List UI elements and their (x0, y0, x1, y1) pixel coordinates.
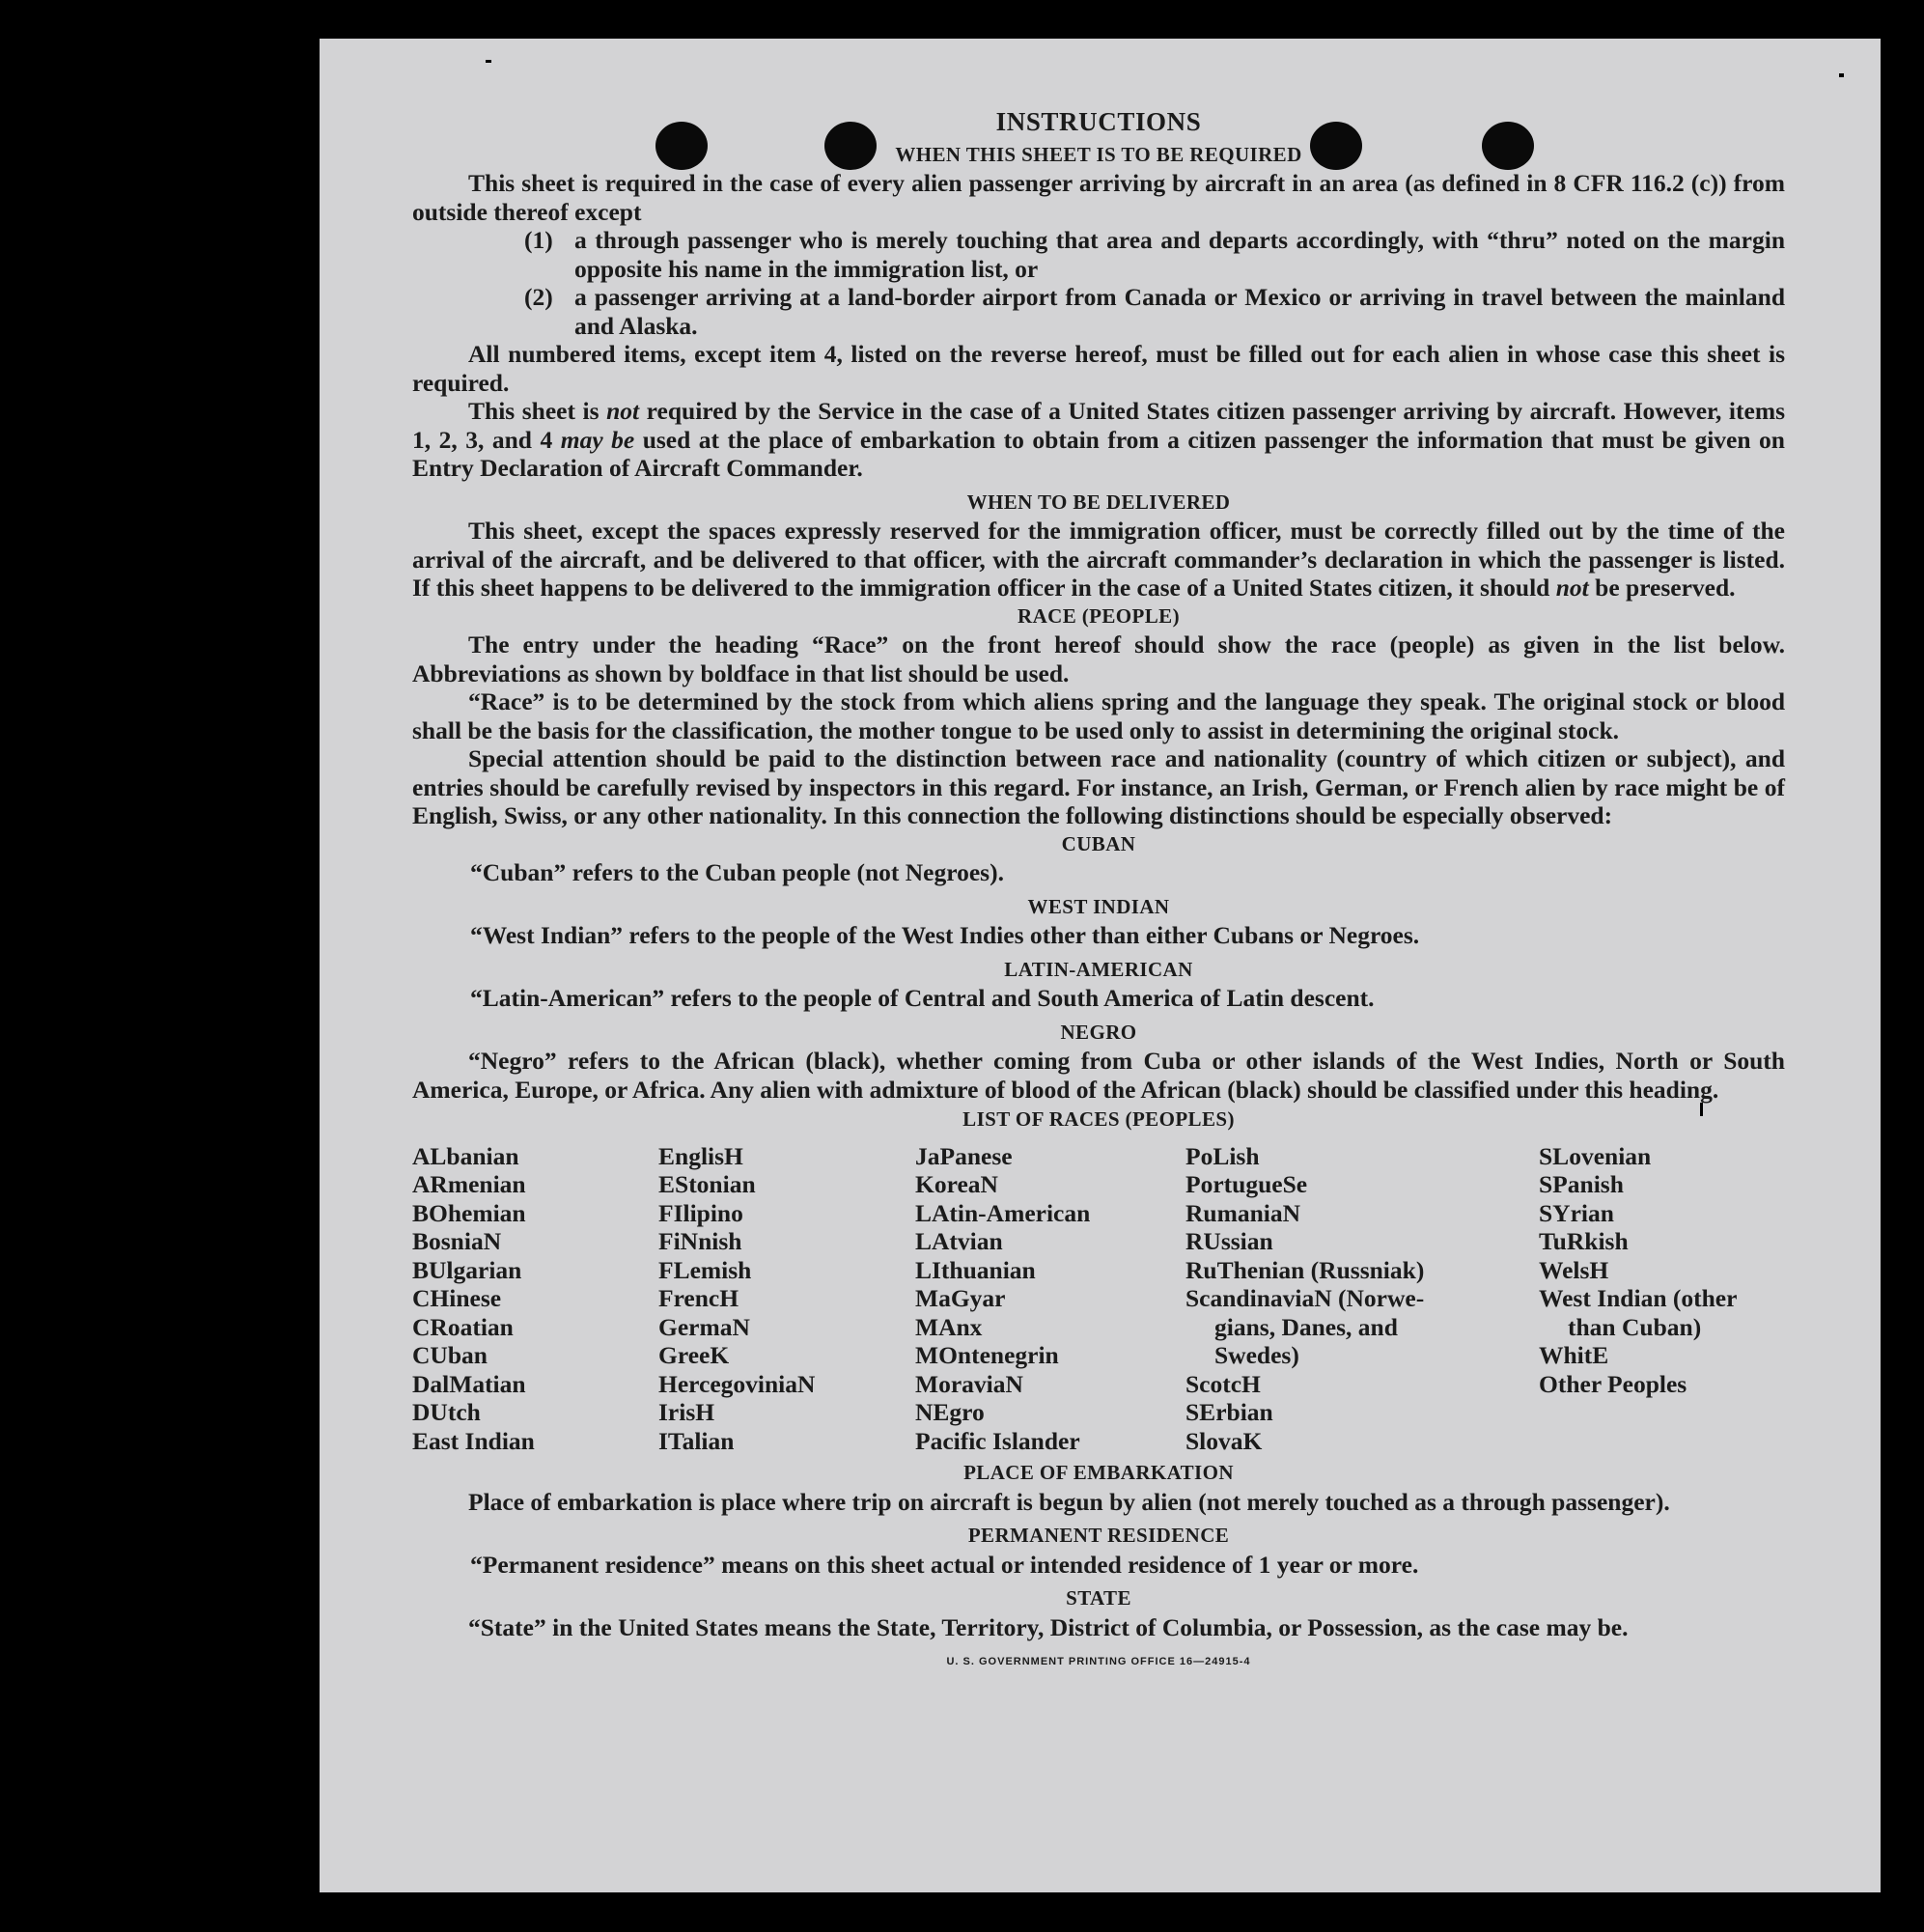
race-column (1539, 1142, 1785, 1456)
race-item: KoreaN (915, 1170, 998, 1198)
paragraph: “State” in the United States means the State, Territory, District of Columbia, or Possession, as the case may be. (468, 1612, 1629, 1641)
race-item: FIlipino (658, 1198, 743, 1227)
item-text: a passenger arriving at a land-border airport from Canada or Mexico or arriving in travel between the mainland and Alaska. (574, 283, 1785, 340)
list-item (412, 226, 1785, 283)
text-run: This sheet, except the spaces expressly reserved for the immigration officer, must be correctly filled out by the time of the arrival of the aircraft, and be delivered to that officer, with the aircraft commander’s declaration in which the passenger is listed. If this sheet happens to be delivered to the immigration officer in the case of a United States citizen, it should (412, 517, 1785, 602)
race-item: ITalian (658, 1426, 735, 1455)
race-item: HercegoviniaN (658, 1369, 816, 1398)
race-item: LAtin-American (915, 1198, 1091, 1227)
list-item (412, 283, 1785, 340)
paragraph: All numbered items, except item 4, listed on the reverse hereof, must be filled out for each alien in whose case this sheet is required. (412, 340, 1785, 397)
race-item: CRoatian (412, 1312, 514, 1341)
race-item: PortugueSe (1185, 1170, 1308, 1198)
race-item: BOhemian (412, 1198, 526, 1227)
race-item: MaGyar (915, 1284, 1006, 1312)
section-heading: WHEN THIS SHEET IS TO BE REQUIRED (895, 142, 1302, 166)
paragraph: “Negro” refers to the African (black), whether coming from Cuba or other islands of the West Indies, North or South America, Europe, or Africa. Any alien with admixture of blood of the African (black) should be classified under this heading. (412, 1047, 1785, 1104)
item-text: a through passenger who is merely touching that area and departs accordingly, with “thru” noted on the margin opposite his name in the immigration list, or (574, 226, 1785, 283)
race-list (412, 1142, 1785, 1456)
section-heading: NEGRO (1060, 1020, 1137, 1044)
race-column (658, 1142, 915, 1456)
emphasis: not (606, 397, 640, 425)
race-column (1185, 1142, 1539, 1456)
text-run: required by the Service in the case of a United States citizen passenger arriving by aircraft. However, items 1, 2, 3, and 4 (412, 397, 1785, 454)
race-item: ScandinaviaN (Norwe- (1185, 1284, 1425, 1312)
race-item: ScotcH (1185, 1369, 1261, 1398)
paragraph: “Latin-American” refers to the people of Central and South America of Latin descent. (470, 984, 1375, 1012)
paragraph: The entry under the heading “Race” on the front hereof should show the race (people) as given in the list below. Abbreviations as shown by boldface in that list should be used. (412, 630, 1785, 687)
race-item: Swedes) (1214, 1341, 1299, 1369)
race-item: RuThenian (Russniak) (1185, 1255, 1425, 1284)
race-item: DalMatian (412, 1369, 526, 1398)
race-item: SPanish (1539, 1170, 1624, 1198)
section-heading: PLACE OF EMBARKATION (963, 1461, 1234, 1484)
race-item: MAnx (915, 1312, 983, 1341)
race-item: CHinese (412, 1284, 502, 1312)
race-item: ALbanian (412, 1141, 519, 1170)
race-item: MOntenegrin (915, 1341, 1059, 1369)
race-item: SlovaK (1185, 1426, 1263, 1455)
text-run: This sheet is (468, 397, 607, 425)
item-number: (2) (524, 283, 553, 311)
instructions-body (412, 107, 1785, 1667)
section-heading: LATIN-AMERICAN (1004, 957, 1193, 981)
race-item: FiNnish (658, 1227, 742, 1255)
item-number: (1) (524, 226, 553, 254)
section-heading: STATE (1066, 1586, 1131, 1610)
race-item: EStonian (658, 1170, 756, 1198)
race-item: LIthuanian (915, 1255, 1036, 1284)
race-item: than Cuban) (1568, 1312, 1702, 1341)
race-item: IrisH (658, 1398, 715, 1426)
race-item: GreeK (658, 1341, 730, 1369)
race-item: WhitE (1539, 1341, 1609, 1369)
race-item: BosniaN (412, 1227, 502, 1255)
printer-imprint: U. S. GOVERNMENT PRINTING OFFICE 16—24915-4 (946, 1655, 1251, 1667)
section-heading: WEST INDIAN (1027, 894, 1170, 918)
race-item: FrencH (658, 1284, 739, 1312)
paragraph: “Race” is to be determined by the stock from which aliens spring and the language they speak. The original stock or blood shall be the basis for the classification, the mother tongue to be used only to assist in determining the original stock. (412, 687, 1785, 744)
paragraph: Place of embarkation is place where trip on aircraft is begun by alien (not merely touched as a through passenger). (468, 1487, 1670, 1516)
page-title: INSTRUCTIONS (995, 107, 1202, 136)
race-item: EnglisH (658, 1141, 743, 1170)
race-column (915, 1142, 1185, 1456)
race-item: SErbian (1185, 1398, 1273, 1426)
race-item: NEgro (915, 1398, 985, 1426)
race-item: CUban (412, 1341, 488, 1369)
race-item: BUlgarian (412, 1255, 522, 1284)
section-heading: RACE (PEOPLE) (1018, 603, 1180, 628)
paragraph (412, 517, 1785, 602)
race-item: gians, Danes, and (1214, 1312, 1398, 1341)
speck (486, 60, 491, 63)
race-item: East Indian (412, 1426, 535, 1455)
paragraph: Special attention should be paid to the distinction between race and nationality (country of which citizen or subject), and entries should be carefully revised by inspectors in this regard. For instance, an Irish, German, or French alien by race might be of English, Swiss, or any other nationality. In this connection the following distinctions should be especially observed: (412, 744, 1785, 829)
paragraph (412, 397, 1785, 483)
emphasis: not (1555, 574, 1589, 602)
race-item: Pacific Islander (915, 1426, 1080, 1455)
race-item: LAtvian (915, 1227, 1003, 1255)
race-item: PoLish (1185, 1141, 1260, 1170)
race-item: West Indian (other (1539, 1284, 1738, 1312)
document-page (320, 39, 1881, 1892)
section-heading: WHEN TO BE DELIVERED (966, 490, 1231, 514)
race-item: JaPanese (915, 1141, 1013, 1170)
speck (1839, 73, 1844, 77)
text-run: be preserved. (1588, 574, 1736, 602)
paragraph: This sheet is required in the case of every alien passenger arriving by aircraft in an area (as defined in 8 CFR 116.2 (c)) from outside thereof except (412, 169, 1785, 226)
emphasis: may be (560, 425, 635, 454)
race-item: TuRkish (1539, 1227, 1629, 1255)
race-item: RumaniaN (1185, 1198, 1301, 1227)
race-item: SYrian (1539, 1198, 1614, 1227)
race-item: WelsH (1539, 1255, 1609, 1284)
race-item: RUssian (1185, 1227, 1273, 1255)
race-column (412, 1142, 658, 1456)
race-item: GermaN (658, 1312, 750, 1341)
race-item: ARmenian (412, 1170, 526, 1198)
race-item: MoraviaN (915, 1369, 1023, 1398)
section-heading: CUBAN (1061, 831, 1136, 855)
section-heading: LIST OF RACES (PEOPLES) (962, 1107, 1235, 1131)
race-item: FLemish (658, 1255, 752, 1284)
paragraph: “West Indian” refers to the people of the West Indies other than either Cubans or Negroes. (470, 921, 1420, 949)
text-run: used at the place of embarkation to obtain from a citizen passenger the information that must be given on Entry Declaration of Aircraft Commander. (412, 425, 1785, 482)
paragraph: “Permanent residence” means on this sheet actual or intended residence of 1 year or more. (470, 1550, 1419, 1579)
section-heading: PERMANENT RESIDENCE (967, 1524, 1230, 1547)
race-item: SLovenian (1539, 1141, 1652, 1170)
paragraph: “Cuban” refers to the Cuban people (not Negroes). (470, 858, 1004, 886)
race-item: DUtch (412, 1398, 481, 1426)
race-item: Other Peoples (1539, 1369, 1687, 1398)
